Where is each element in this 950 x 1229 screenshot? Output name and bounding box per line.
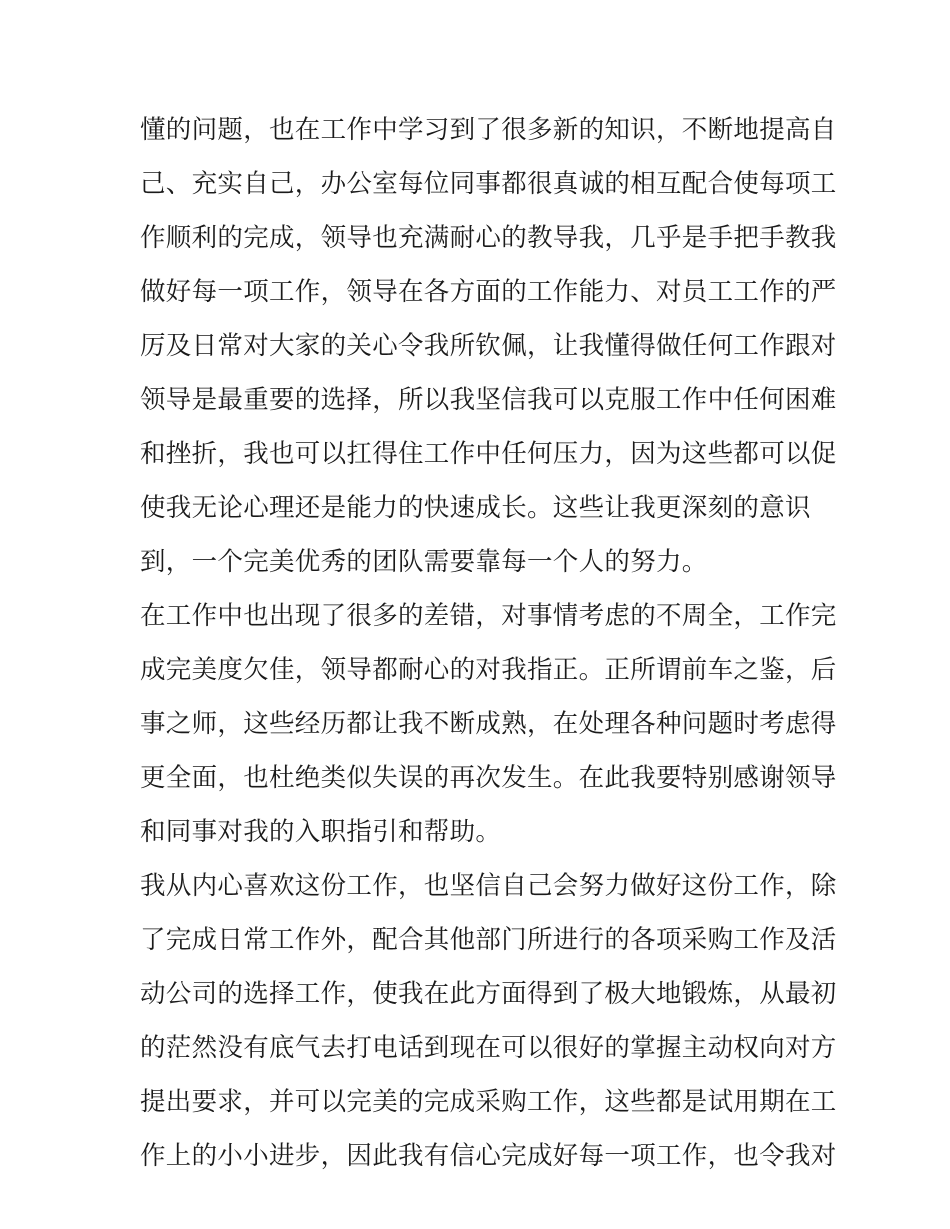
text-line-17: 动公司的选择工作，使我在此方面得到了极大地锻炼，从最初 bbox=[140, 979, 837, 1009]
text-line-18: 的茫然没有底气去打电话到现在可以很好的掌握主动权向对方 bbox=[140, 1033, 837, 1063]
text-line-10: 在工作中也出现了很多的差错，对事情考虑的不周全，工作完 bbox=[140, 601, 837, 631]
text-line-5: 厉及日常对大家的关心令我所钦佩，让我懂得做任何工作跟对 bbox=[140, 331, 837, 361]
text-line-7: 和挫折，我也可以扛得住工作中任何压力，因为这些都可以促 bbox=[140, 439, 837, 469]
text-line-11: 成完美度欠佳，领导都耐心的对我指正。正所谓前车之鉴，后 bbox=[140, 655, 837, 685]
text-line-12: 事之师，这些经历都让我不断成熟，在处理各种问题时考虑得 bbox=[140, 709, 837, 739]
text-line-15: 我从内心喜欢这份工作，也坚信自己会努力做好这份工作，除 bbox=[140, 871, 837, 901]
text-line-4: 做好每一项工作，领导在各方面的工作能力、对员工工作的严 bbox=[140, 277, 837, 307]
text-line-14: 和同事对我的入职指引和帮助。 bbox=[140, 817, 502, 847]
text-line-19: 提出要求，并可以完美的完成采购工作，这些都是试用期在工 bbox=[140, 1087, 837, 1117]
document-body bbox=[140, 103, 837, 1183]
text-line-1: 懂的问题，也在工作中学习到了很多新的知识，不断地提高自 bbox=[140, 115, 837, 145]
text-line-20: 作上的小小进步，因此我有信心完成好每一项工作，也令我对 bbox=[140, 1141, 837, 1171]
text-line-8: 使我无论心理还是能力的快速成长。这些让我更深刻的意识 bbox=[140, 493, 811, 523]
text-line-6: 领导是最重要的选择，所以我坚信我可以克服工作中任何困难 bbox=[140, 385, 837, 415]
text-line-3: 作顺利的完成，领导也充满耐心的教导我，几乎是手把手教我 bbox=[140, 223, 837, 253]
text-line-13: 更全面，也杜绝类似失误的再次发生。在此我要特别感谢领导 bbox=[140, 763, 837, 793]
text-line-16: 了完成日常工作外，配合其他部门所进行的各项采购工作及活 bbox=[140, 925, 837, 955]
text-line-2: 己、充实自己，办公室每位同事都很真诚的相互配合使每项工 bbox=[140, 169, 837, 199]
text-line-9: 到，一个完美优秀的团队需要靠每一个人的努力。 bbox=[140, 547, 708, 577]
